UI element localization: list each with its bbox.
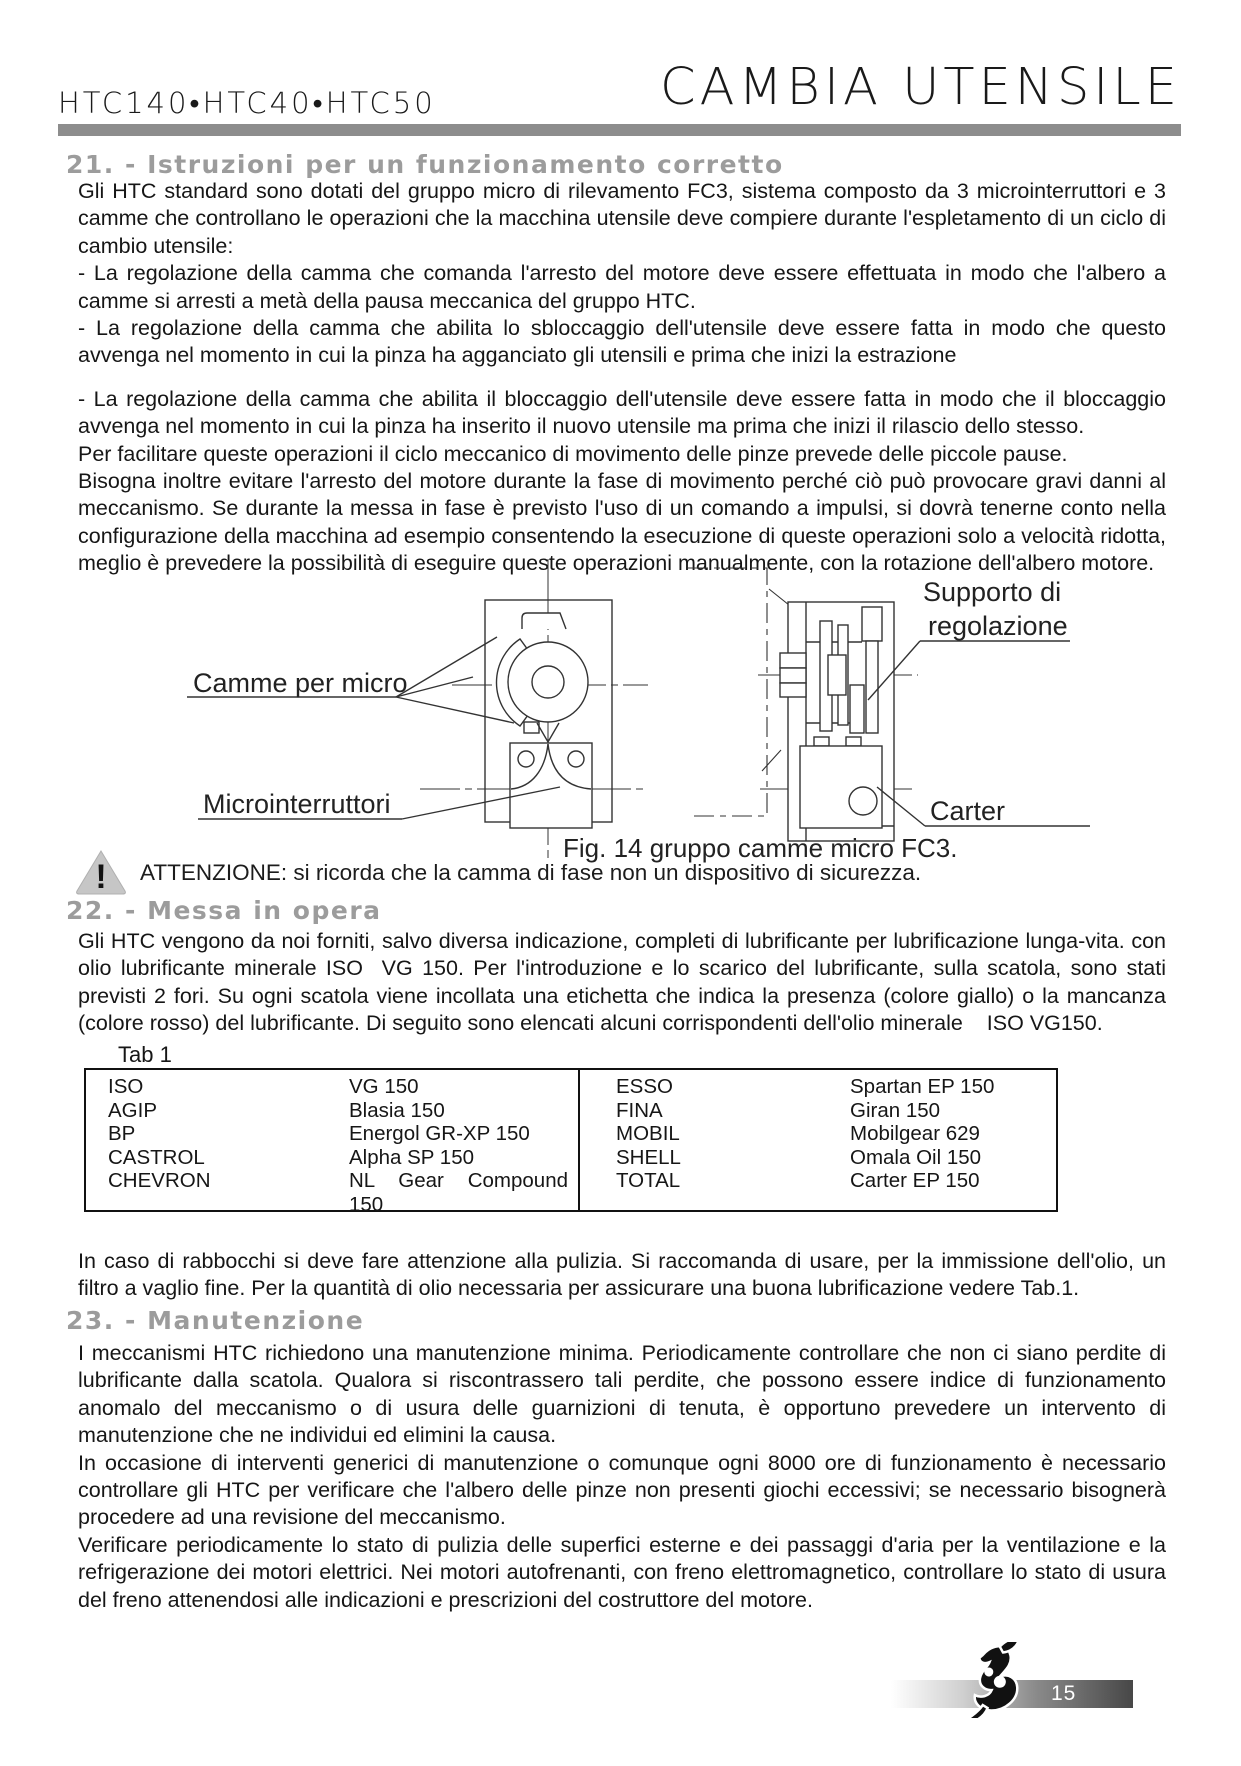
paragraph: Per facilitare queste operazioni il ciclo meccanico di movimento delle pinze prevede delle piccole pause. xyxy=(78,441,1068,466)
brand: ISO xyxy=(108,1075,144,1098)
paragraph: Gli HTC standard sono dotati del gruppo micro di rilevamento FC3, sistema composto da 3 microinterruttori e 3 camme che controllano le operazioni che la macchina utensile deve compiere durante l'espletamento di un ciclo di cambio utensile: xyxy=(78,179,1166,258)
figure-label-microinterruttori: Microinterruttori xyxy=(203,789,391,819)
paragraph: Verificare periodicamente lo stato di pulizia delle superfici esterne e dei passaggi d'aria per la ventilazione e la refrigerazione dei motori elettrici. Nei motori autofrenanti, con freno elettromagnetico, controllare lo stato di usura del freno attenendosi alle indicazioni e prescrizioni del costruttore del motore. xyxy=(78,1532,1166,1612)
product: Energol GR-XP 150 xyxy=(349,1122,530,1145)
product: VG 150 xyxy=(349,1075,419,1098)
warning-triangle-icon xyxy=(74,848,128,901)
table-label: Tab 1 xyxy=(118,1042,172,1067)
paragraph: - La regolazione della camma che abilita il bloccaggio dell'utensile deve essere fatta in modo che il bloccaggio avvenga nel momento in cui la pinza ha inserito il nuovo utensile ma prima che inizi il rilascio dello stesso. xyxy=(78,386,1166,439)
figure-label-carter: Carter xyxy=(930,796,1006,826)
table-row xyxy=(86,1146,578,1170)
section-23-body xyxy=(78,1340,1166,1614)
product: Alpha SP 150 xyxy=(349,1145,475,1169)
brand: CHEVRON xyxy=(108,1169,211,1192)
table-row xyxy=(580,1075,1056,1099)
oil-table-right-cell xyxy=(580,1070,1056,1210)
figure-label-supporto-line2: regolazione xyxy=(928,611,1068,641)
section-22-heading: 22. - Messa in opera xyxy=(66,896,382,925)
product: Omala Oil 150 xyxy=(850,1145,982,1169)
paragraph: In caso di rabbocchi si deve fare attenzione alla pulizia. Si raccomanda di usare, per la immissione dell'olio, un filtro a vaglio fine. Per la quantità di olio necessaria per assicurare una buona lubrificazione vedere Tab.1. xyxy=(78,1249,1166,1301)
section-22-body xyxy=(78,928,1166,1038)
section-23-heading: 23. - Manutenzione xyxy=(66,1306,365,1335)
exclamation-mark: ! xyxy=(95,858,107,896)
brand: TOTAL xyxy=(616,1169,681,1192)
table-row xyxy=(580,1122,1056,1146)
header-rule xyxy=(58,124,1181,136)
page-number: 15 xyxy=(1051,1682,1077,1705)
warning-text: ATTENZIONE: si ricorda che la camma di fase non un dispositivo di sicurezza. xyxy=(140,860,922,885)
brand: BP xyxy=(108,1122,136,1145)
figure-14 xyxy=(0,545,1241,865)
table-row xyxy=(86,1122,578,1146)
brand: SHELL xyxy=(616,1145,681,1169)
section-21-body xyxy=(78,178,1166,578)
oil-table-left-cell xyxy=(86,1070,580,1216)
section-21-heading: 21. - Istruzioni per un funzionamento corretto xyxy=(66,150,784,179)
brand: FINA xyxy=(616,1098,663,1122)
section-22-after-table xyxy=(78,1248,1166,1303)
brand: AGIP xyxy=(108,1098,157,1122)
figure-label-camme: Camme per micro xyxy=(193,668,408,698)
product: Giran 150 xyxy=(850,1098,941,1122)
table-row xyxy=(580,1146,1056,1170)
table-row xyxy=(580,1099,1056,1123)
paragraph: Bisogna inoltre evitare l'arresto del motore durante la fase di movimento perché ciò può provocare gravi danni al meccanismo. Se durante la messa in fase è previsto l'uso di un comando a impulsi, si dovrà tenerne conto nella configurazione della macchina ad esempio consentendo la esecuzione di queste operazioni solo a velocità ridotta, meglio è prevedere la possibilità di eseguire queste operazioni manualmente, con la rotazione dell'albero motore. xyxy=(78,469,1166,576)
table-row xyxy=(86,1169,578,1216)
model-codes: HTC140•HTC40•HTC50 xyxy=(58,86,436,120)
paragraph: - La regolazione della camma che abilita lo sbloccaggio dell'utensile deve essere fatta in modo che questo avvenga nel momento in cui la pinza ha agganciato gli utensili e prima che inizi la estrazione xyxy=(78,316,1166,368)
paragraph: Gli HTC vengono da noi forniti, salvo diversa indicazione, completi di lubrificante per lubrificazione lunga-vita. con olio lubrificante minerale ISO VG 150. Per l'introduzione e lo scarico del lubrificante, sulla scatola, sono stati previsti 2 fori. Su ogni scatola viene incollata una etichetta che indica la presenza (colore giallo) o la mancanza (colore rosso) del lubrificante. Di seguito sono elencati alcuni corrispondenti dell'olio minerale ISO VG150. xyxy=(78,929,1166,1036)
table-row xyxy=(86,1099,578,1123)
page-title: CAMBIA UTENSILE xyxy=(660,58,1181,117)
brand-logo-icon xyxy=(948,1642,1044,1723)
brand: ESSO xyxy=(616,1075,673,1098)
product: NL Gear Compound 150 xyxy=(349,1169,568,1216)
paragraph: I meccanismi HTC richiedono una manutenzione minima. Periodicamente controllare che non ci siano perdite di lubrificante dalla scatola. Qualora si riscontrassero tali perdite, che possono essere indice di funzionamento anomalo del meccanismo o di usura delle guarnizioni di tenuta, è opportuno prevedere un intervento di manutenzione che ne individui ed elimini la causa. xyxy=(78,1341,1166,1448)
product: Carter EP 150 xyxy=(850,1169,980,1192)
paragraph: - La regolazione della camma che comanda l'arresto del motore deve essere effettuata in modo che l'albero a camme si arresti a metà della pausa meccanica del gruppo HTC. xyxy=(78,261,1166,313)
figure-14-drawing xyxy=(0,545,1241,865)
table-row xyxy=(86,1075,578,1099)
figure-label-supporto-line1: Supporto di xyxy=(923,577,1062,607)
product: Blasia 150 xyxy=(349,1098,445,1122)
brand: MOBIL xyxy=(616,1122,680,1145)
brand: CASTROL xyxy=(108,1145,205,1169)
oil-equivalents-table xyxy=(84,1068,1058,1216)
table-row xyxy=(580,1169,1056,1193)
paragraph: In occasione di interventi generici di manutenzione o comunque ogni 8000 ore di funzionamento è necessario controllare gli HTC per verificare che l'albero delle pinze non presenti giochi eccessivi; se necessario bisognerà procedere ad una revisione del meccanismo. xyxy=(78,1450,1166,1530)
product: Mobilgear 629 xyxy=(850,1122,980,1145)
product: Spartan EP 150 xyxy=(850,1075,995,1098)
figure-caption: Fig. 14 gruppo camme micro FC3. xyxy=(563,833,958,863)
